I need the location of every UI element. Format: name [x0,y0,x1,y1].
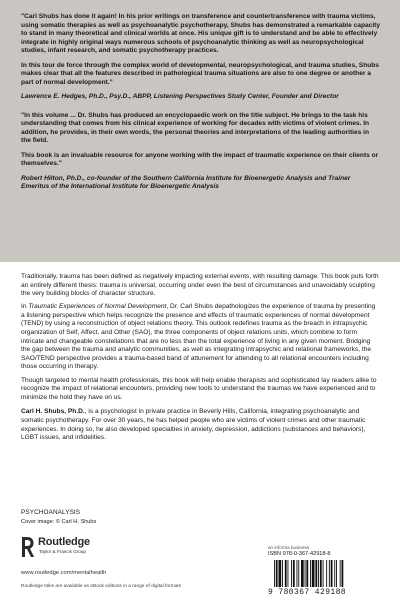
author-bio [21,408,380,442]
barcode-bar [336,560,337,587]
barcode-bar [288,560,289,587]
p2-rest: , Dr. Carl Shubs depathologizes the experience of trauma by presenting a listening perspective which helps recognize the presence and effects of traumatic experiences of normal development (TEND) by using a reconstruction of object relations theory. This outlook redefines trauma as the breach in intrapsychic organization of Self, Affect, and Other (SAO), the three components of object relations units, which combine to form intricate and changeable constellations that are no less than the total experience of living in any given moment. Bridging the gap between the trauma and analytic communities, as well as integrating intrapsychic and relational frameworks, the SAO/TEND perspective provides a trauma-based band of attunement for attending to all relational encounters including those occurring in therapy. [21,303,376,371]
barcode-bar [326,560,327,587]
barcode-bar [301,560,304,587]
barcode-bar [340,560,341,587]
book-title-italic: Traumatic Experiences of Normal Development [28,303,167,311]
barcode-bar [279,560,282,587]
publisher-group: Taylor & Francis Group [39,549,86,554]
barcode-bar [285,560,287,587]
isbn-text: ISBN 978-0-367-42918-8 [268,551,331,557]
description-paragraph-3: Though targeted to mental health professionals, this book will help enable therapists and sophisticated lay readers alike to recognize the impact of relational encounters, providing new tools to understand the traumas we have experienced and to minimize the hold they have on us. [21,376,377,401]
barcode-bar [291,560,292,587]
barcode-bar [329,560,330,587]
barcode-bar [306,560,308,587]
routledge-r-icon [21,536,35,558]
book-description [21,273,380,447]
endorsements [21,13,380,198]
barcode-bar [293,560,295,587]
barcode-bar [315,560,317,587]
informa-label: an informa business [268,545,310,550]
barcode-bar [312,560,315,587]
barcode-bar [276,560,278,587]
quote-2-attribution: Robert Hilton, Ph.D., co-founder of the Southern California Institute for Bioenergetic Analysis and Trainer Emeritus of the International Institute for Bioenergetic Analysis [21,174,351,190]
barcode-bar [320,560,322,587]
author-name: Carl H. Shubs, Ph.D. [21,408,85,416]
barcode-digits: 9 780367 429188 [268,588,347,597]
barcode-bar [274,560,275,587]
author-bio-text: , is a psychologist in private practice in Beverly Hills, California, integrating psychoanalytic and somatic psychotherapy. For over 30 years, he has helped people who are victims of violent crimes and other traumatic experiences. In doing so, he also developed specialties in anxiety, depression, addictions (substances and behaviors), LGBT issues, and infidelities. [21,408,366,442]
p2-prefix: In [21,303,29,311]
barcode-bar [334,560,335,587]
publisher-logo [21,536,141,568]
category-label: PSYCHOANALYSIS [21,509,81,516]
quote-2-text-2: This book is an invaluable resource for anyone working with the impact of traumatic experience on their clients or themselves." [21,151,379,167]
quote-1-attribution: Lawrence E. Hedges, Ph.D., Psy.D., ABPP, Listening Perspectives Study Center, Founder and Director [21,93,339,100]
barcode-icon [274,560,370,587]
description-paragraph-2 [21,303,380,372]
barcode-bar [342,560,344,587]
barcode-bar [298,560,299,587]
barcode-bar [297,560,298,587]
cover-credit: Cover image: © Carl H. Shubs [21,519,97,525]
quote-1-text: "Carl Shubs has done it again! In his prior writings on transference and countertransference with trauma victims, using somatic therapies as well as psychoanalytic psychotherapy, Shubs has demonstrated a remarkable capacity to stand in many theoretical and clinical worlds at once. His unique gift is to understand and be able to effectively integrate in highly original ways numerous schools of psychoanalytic thinking as well as neuropsychological studies, infant research, and somatic psychotherapy practices. [21,13,381,54]
barcode-bar [310,560,311,587]
quote-1-text-2: In this tour de force through the complex world of developmental, neuropsychological, and trauma studies, Shubs makes clear that all the features described in pathological trauma situations are also to one degree or another a part of normal development." [21,61,379,86]
barcode-bar [323,560,324,587]
barcode-bar [318,560,319,587]
ebook-note: Routledge titles are available as eBook editions in a range of digital formats [21,584,181,589]
publisher-name: Routledge [38,536,90,548]
quote-2-text: "In this volume ... Dr. Shubs has produced an encyclopaedic work on the title subject. He brings to the task his understanding that comes from his clinical experience of working for decades with victims of violent crimes. In addition, he provides, in their own words, the personal theories and interpretations of the leading authorities in the field. [21,111,370,144]
publisher-url: www.routledge.com/mentalhealth [21,570,107,576]
barcode-bar [282,560,283,587]
barcode-bar [331,560,333,587]
barcode-bar [305,560,306,587]
description-paragraph-1: Traditionally, trauma has been defined as negatively impacting external events, with resulting damage. This book puts forth an entirely different thesis: trauma is universal, occurring under even the best of circumstances and unavoidably sculpting the very building blocks of character structure. [21,273,379,298]
